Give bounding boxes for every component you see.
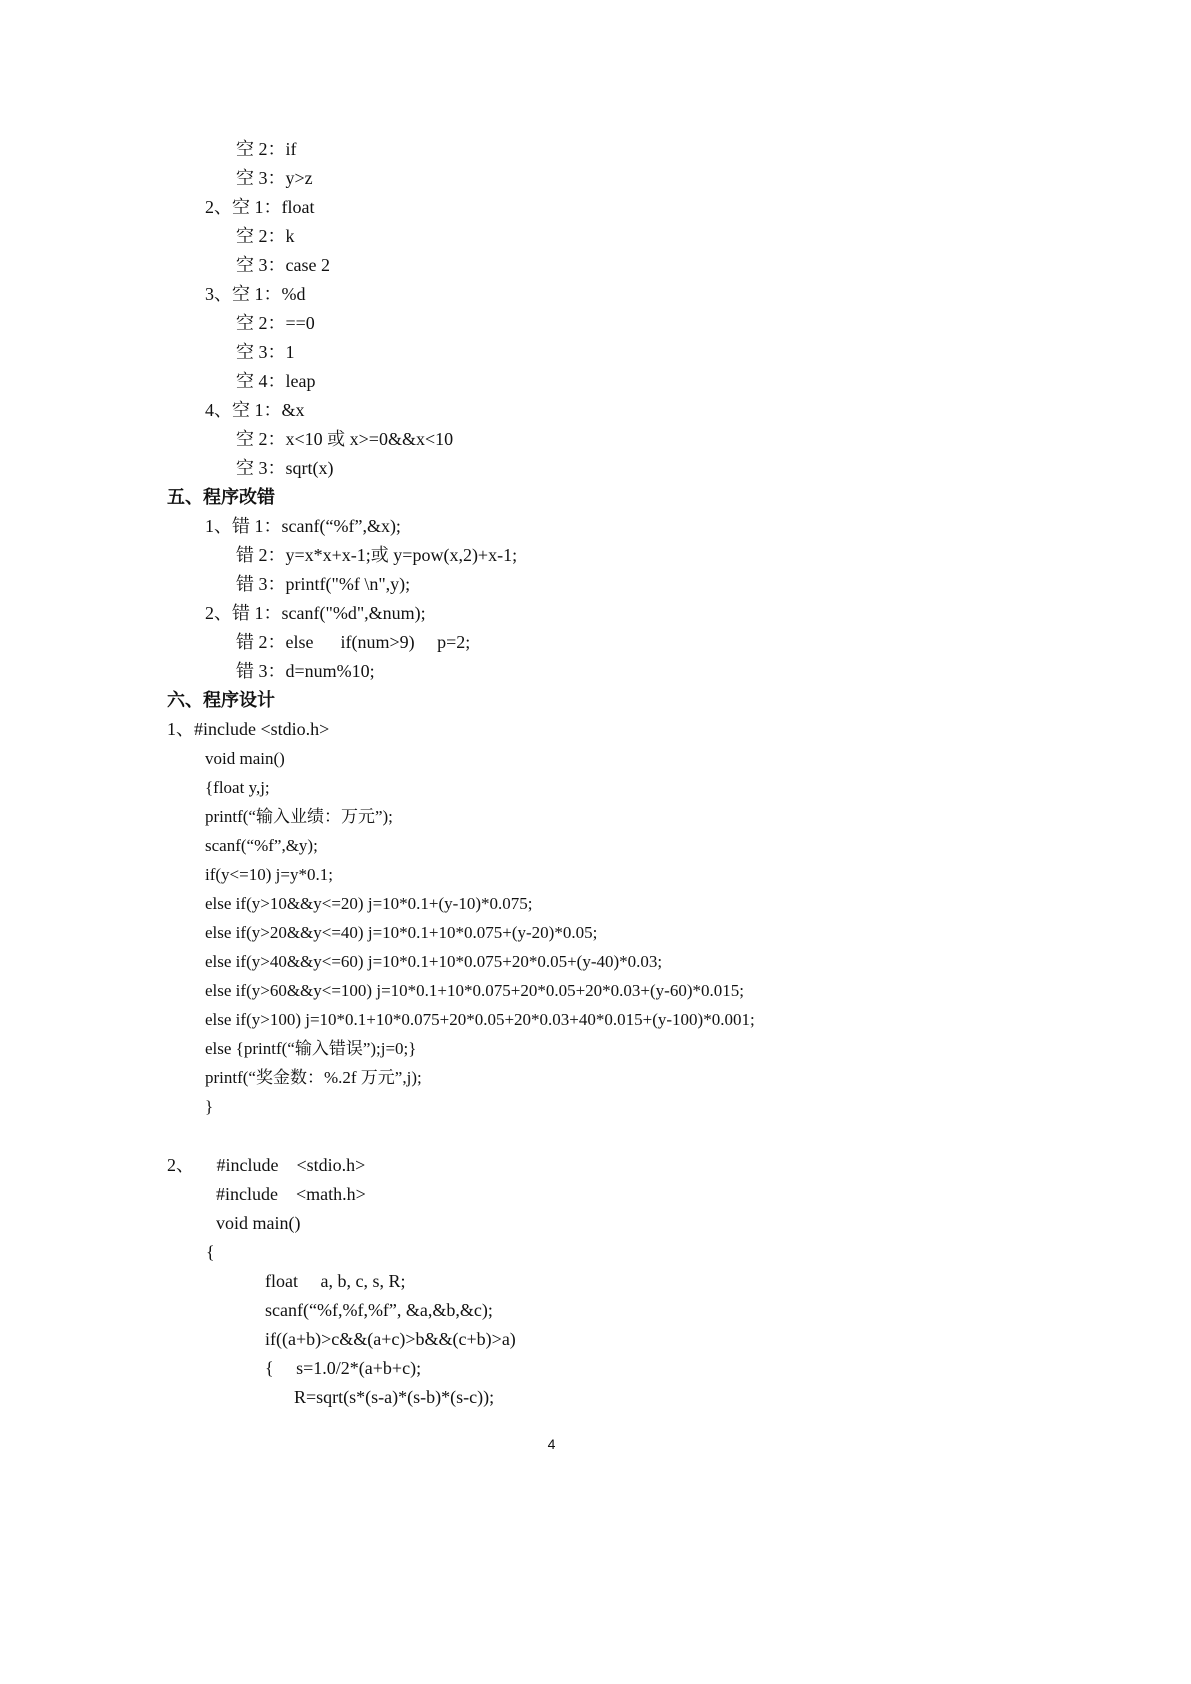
page-number: 4 [547,1436,556,1452]
section-heading: 五、程序改错 [167,487,275,507]
code-line: printf(“奖金数：%.2f 万元”,j); [205,1068,422,1087]
code-line: else if(y>60&&y<=100) j=10*0.1+10*0.075+20*0.05+20*0.03+(y-60)*0.015; [205,981,744,1000]
text-line: 空 2：k [236,226,295,246]
text-line: 空 3：case 2 [236,255,330,275]
code-line: else if(y>20&&y<=40) j=10*0.1+10*0.075+(y-20)*0.05; [205,923,598,942]
code-line: void main() [216,1213,301,1233]
code-line: if(y<=10) j=y*0.1; [205,865,333,884]
code-line: { s=1.0/2*(a+b+c); [265,1358,422,1378]
code-line: printf(“输入业绩：万元”); [205,807,393,826]
code-line: else if(y>40&&y<=60) j=10*0.1+10*0.075+20*0.05+(y-40)*0.03; [205,952,663,971]
code-line: } [205,1097,214,1116]
code-line: void main() [205,749,285,768]
code-line: #include <math.h> [216,1184,366,1204]
code-line: else if(y>10&&y<=20) j=10*0.1+(y-10)*0.075; [205,894,533,913]
text-line: 错 3：d=num%10; [236,661,375,681]
text-line: 空 3：sqrt(x) [236,458,334,478]
text-line: 1、错 1：scanf(“%f”,&x); [205,516,401,536]
code-line: scanf(“%f”,&y); [205,836,318,855]
code-line: {float y,j; [205,778,270,797]
code-line: float a, b, c, s, R; [265,1271,406,1291]
text-line: 空 3：y>z [236,168,313,188]
code-line: scanf(“%f,%f,%f”, &a,&b,&c); [265,1300,493,1320]
text-line: 空 2：x<10 或 x>=0&&x<10 [236,429,454,449]
text-line: 3、空 1：%d [205,284,306,304]
text-line: 错 2：y=x*x+x-1;或 y=pow(x,2)+x-1; [236,545,518,565]
text-line: 2、错 1：scanf("%d",&num); [205,603,426,623]
text-line: 4、空 1：&x [205,400,305,420]
text-line: 空 2：==0 [236,313,315,333]
code-line: R=sqrt(s*(s-a)*(s-b)*(s-c)); [294,1387,495,1407]
code-line: else if(y>100) j=10*0.1+10*0.075+20*0.05+20*0.03+40*0.015+(y-100)*0.001; [205,1010,755,1029]
text-line: 空 3：1 [236,342,295,362]
code-line: 2、 #include <stdio.h> [167,1155,366,1175]
text-line: 空 2：if [236,139,297,159]
code-line: if((a+b)>c&&(a+c)>b&&(c+b)>a) [265,1329,516,1349]
code-line: else {printf(“输入错误”);j=0;} [205,1039,417,1058]
section-heading: 六、程序设计 [167,690,275,710]
text-line: 错 2：else if(num>9) p=2; [236,632,471,652]
text-line: 2、空 1：float [205,197,315,217]
text-line: 错 3：printf("%f \n",y); [236,574,411,594]
code-line: 1、#include <stdio.h> [167,719,330,739]
code-line: { [206,1242,215,1262]
text-line: 空 4：leap [236,371,316,391]
